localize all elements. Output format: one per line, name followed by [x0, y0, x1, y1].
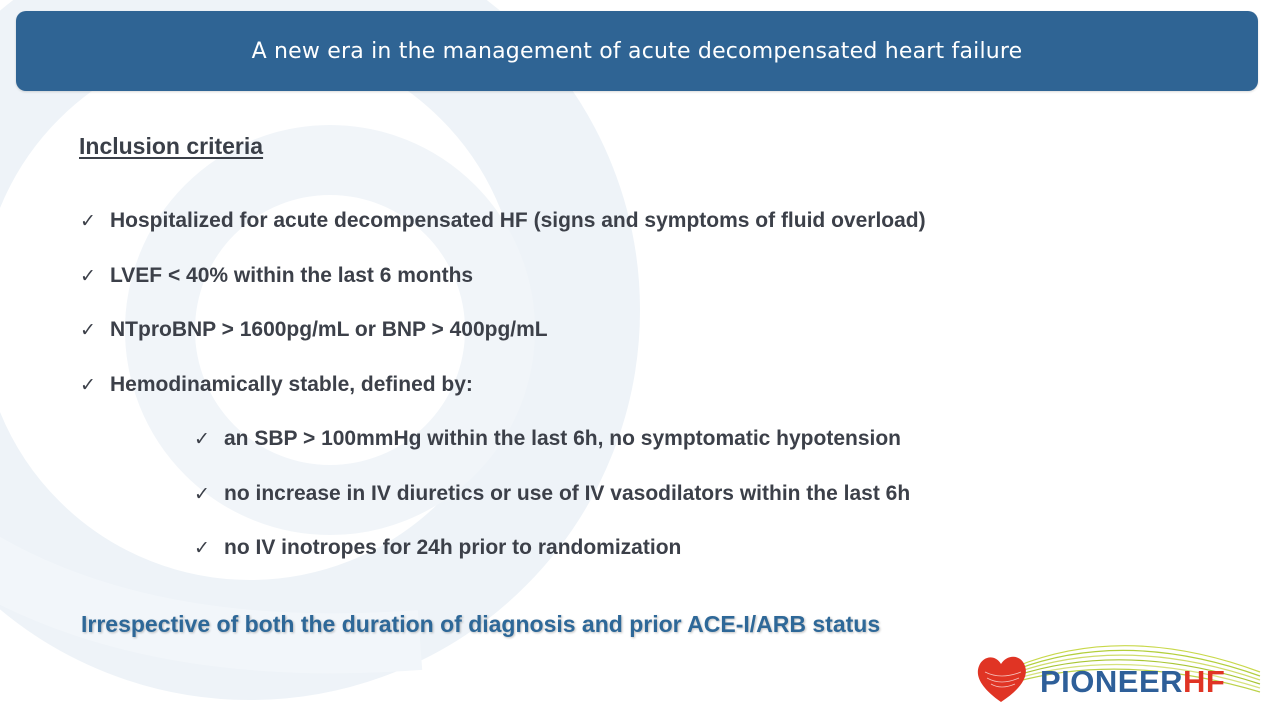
- heart-icon: [978, 657, 1026, 702]
- sub-criteria-item: [194, 427, 901, 451]
- title-bar: [16, 11, 1258, 91]
- logo-text-hf: HF: [1183, 664, 1226, 699]
- criteria-text: Hemodinamically stable, defined by:: [110, 373, 473, 396]
- check-icon: ✓: [194, 483, 210, 505]
- criteria-item: [80, 318, 548, 342]
- criteria-text: Hospitalized for acute decompensated HF (signs and symptoms of fluid overload): [110, 209, 926, 232]
- criteria-text: NTproBNP > 1600pg/mL or BNP > 400pg/mL: [110, 318, 548, 341]
- check-icon: ✓: [80, 374, 96, 396]
- check-icon: ✓: [194, 428, 210, 450]
- criteria-item: [80, 373, 473, 397]
- sub-criteria-item: [194, 482, 910, 506]
- criteria-item: [80, 264, 473, 288]
- check-icon: ✓: [194, 537, 210, 559]
- check-icon: ✓: [80, 210, 96, 232]
- sub-criteria-text: an SBP > 100mmHg within the last 6h, no symptomatic hypotension: [224, 427, 901, 450]
- section-heading: Inclusion criteria: [79, 133, 264, 159]
- logo-wordmark: [1040, 664, 1225, 700]
- logo-text-pioneer: PIONEER: [1040, 664, 1184, 699]
- check-icon: ✓: [80, 265, 96, 287]
- check-icon: ✓: [80, 319, 96, 341]
- criteria-text: LVEF < 40% within the last 6 months: [110, 264, 474, 287]
- criteria-item: [80, 209, 926, 233]
- slide-title: A new era in the management of acute decompensated heart failure: [251, 38, 1023, 64]
- sub-criteria-text: no IV inotropes for 24h prior to randomization: [224, 536, 682, 559]
- footer-note: Irrespective of both the duration of diagnosis and prior ACE-I/ARB status: [81, 611, 881, 637]
- sub-criteria-item: [194, 536, 681, 560]
- sub-criteria-text: no increase in IV diuretics or use of IV vasodilators within the last 6h: [224, 482, 911, 505]
